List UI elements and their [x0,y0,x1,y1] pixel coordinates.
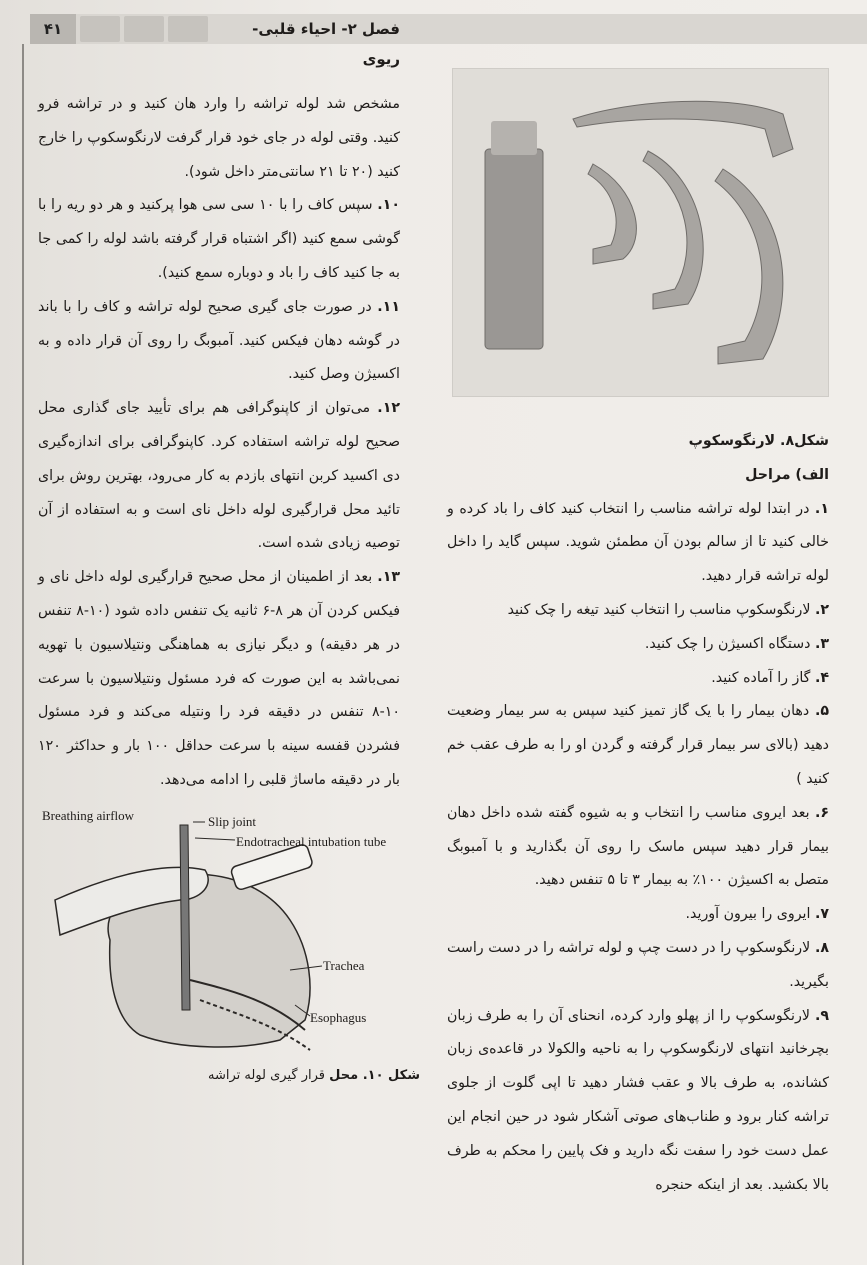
paragraph: ۱۱. در صورت جای گیری صحیح لوله تراشه و کاف را با باند در گوشه دهان فیکس کنید. آمبوبگ را روی آن قرار داده و به اکسیژن وصل کنید. [38,298,400,383]
paragraph: ۱۲. می‌توان از کاپنوگرافی هم برای تأیید جای گذاری محل صحیح لوله تراشه استفاده کرد. کاپنوگرافی برای اندازه‌گیری دی اکسید کربن انتهای بازدم به کار می‌رود، بهترین روش برای تائید محل قرارگیری لوله داخل نای است و به استفاده از آن توصیه زیادی شده است. [38,400,401,552]
header-tab [168,16,208,42]
list-item: ۴. گاز را آماده کنید. [711,669,829,686]
list-item: ۷. ایروی را بیرون آورید. [685,906,829,923]
right-column [447,425,829,1202]
list-item: ۸. لارنگوسکوپ را در دست چپ و لوله تراشه را در دست راست بگیرید. [447,939,829,990]
laryngoscope-photo [452,68,829,397]
page-gutter-line [22,44,24,1265]
label-trachea: Trachea [323,958,365,973]
label-slip-joint: Slip joint [208,814,257,829]
paragraph: مشخص شد لوله تراشه را وارد هان کنید و در تراشه فرو کنید. وقتی لوله در جای خود قرار گرفت لارنگوسکوپ را خارج کنید (۲۰ تا ۲۱ سانتی‌متر داخل شود). [38,96,400,180]
list-item: ۳. دستگاه اکسیژن را چک کنید. [644,635,829,652]
header-tab [80,16,120,42]
list-item: ۹. لارنگوسکوپ را از پهلو وارد کرده، انحنای آن را به طرف زبان بچرخانید انتهای لارنگوسکوپ را به ناحیه والکولا در قاعده‌ی زبان کشانده، به طرف بالا و عقب فشار دهید تا اپی گلوت از جلوی تراشه کنار برود و طناب‌های صوتی آشکار شود در حین انجام این عمل دست خود را سفت نگه دارید و فک پایین را محکم به طرف بالا بکشید. بعد از اینکه حنجره [447,1007,829,1193]
page-number: ۴۱ [30,14,76,44]
label-breathing-airflow: Breathing airflow [42,808,135,823]
list-item: ۲. لارنگوسکوپ مناسب را انتخاب کنید تیغه را چک کنید [507,601,829,618]
section-heading: الف) مراحل [745,466,829,483]
paragraph: ۱۰. سپس کاف را با ۱۰ سی سی هوا پرکنید و هر دو ریه را با گوشی سمع کنید (اگر اشتباه قرار گرفته باشد لوله را کمی جا به جا کنید کاف را باد و دوباره سمع کنید). [38,197,400,281]
laryngoscope-illustration [453,69,828,396]
left-column [38,88,400,798]
label-esophagus: Esophagus [310,1010,367,1025]
intubation-diagram [40,800,420,1060]
chapter-title: فصل ۲- احیاء قلبی- ریوی [252,20,400,68]
label-tube: Endotracheal intubation tube [236,834,387,849]
list-item: ۱. در ابتدا لوله تراشه مناسب را انتخاب کنید کاف را باد کرده و خالی کنید تا از سالم بودن آن مطمئن شوید. سپس گاید را داخل لوله تراشه قرار دهید. [447,500,829,585]
figure8-caption: شکل۸. لارنگوسکوپ [688,433,829,449]
list-item: ۶. بعد ایروی مناسب را انتخاب و به شیوه گفته شده داخل دهان بیمار قرار دهید سپس ماسک را روی آن بگذارید و با آمبوبگ متصل به اکسیژن ۱۰۰٪ به بیمار ۳ تا ۵ تنفس دهید. [447,804,830,889]
list-item: ۵. دهان بیمار را با یک گاز تمیز کنید سپس به سر بیمار وضعیت دهید (بالای سر بیمار قرار گرفته و گردن او را به طرف عقب خم کنید ) [447,703,829,787]
paragraph: ۱۳. بعد از اطمینان از محل صحیح قرارگیری لوله داخل نای و فیکس کردن آن هر ۸-۶ ثانیه یک تنفس داده شود (۱۰-۸ تنفس در هر دقیقه) و دیگر نیازی به هماهنگی ونتیلاسیون با تهویه نمی‌باشد به این صورت که فرد مسئول ونتیلاسیون با سرعت ۱۰-۸ تنفس در دقیقه فرد را ونتیله می‌کند و فرد مسئول فشردن قفسه سینه با سرعت حداقل ۱۰۰ بار و حداکثر ۱۲۰ بار در دقیقه ماساژ قلبی را ادامه می‌دهد. [38,569,401,788]
header-tab [124,16,164,42]
figure10-caption: شکل ۱۰. محل قرار گیری لوله تراشه [207,1068,420,1083]
